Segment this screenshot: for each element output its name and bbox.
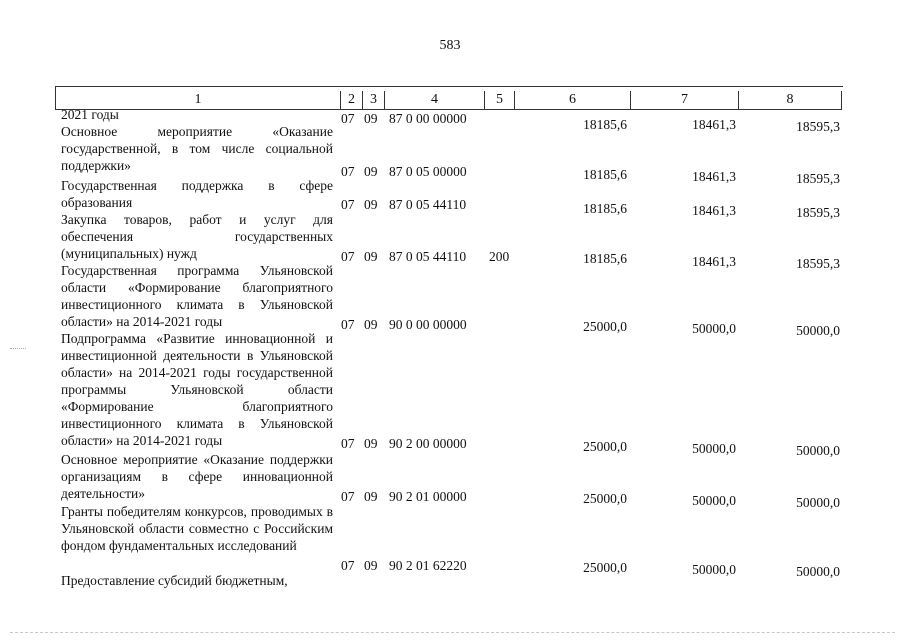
row-csr: 87 0 05 00000	[389, 164, 467, 179]
row-pr: 09	[364, 317, 378, 332]
row-pr: 09	[364, 436, 378, 451]
row-rz: 07	[341, 197, 355, 212]
row-name: Предоставление субсидий бюджетным,	[61, 573, 288, 588]
row-pr: 09	[364, 558, 378, 573]
row-value-6: 25000,0	[583, 439, 627, 454]
header-col-7: 7	[630, 91, 738, 109]
row-vr: 200	[489, 249, 510, 264]
row-name: Основное мероприятие «Оказание поддержки организациям в сфере инновационной деятельности»	[61, 452, 333, 501]
row-name: Гранты победителям конкурсов, проводимых в Ульяновской области совместно с Российским фондом фундаментальных исследований	[61, 504, 333, 553]
row-name: Закупка товаров, работ и услуг для обеспечения государственных (муниципальных) нужд	[61, 212, 333, 261]
row-csr: 87 0 00 00000	[389, 111, 467, 126]
row-csr: 90 0 00 00000	[389, 317, 467, 332]
page-number: 583	[439, 38, 461, 53]
scan-mark	[10, 348, 26, 349]
header-col-1: 1	[194, 92, 202, 107]
header-col-6: 6	[514, 91, 630, 109]
row-name: Государственная поддержка в сфере образования	[61, 178, 333, 210]
row-value-6: 25000,0	[583, 319, 627, 334]
row-rz: 07	[341, 436, 355, 451]
scan-edge	[10, 632, 895, 633]
row-value-7: 50000,0	[692, 321, 736, 336]
row-pr: 09	[364, 197, 378, 212]
row-csr: 90 2 01 62220	[389, 558, 467, 573]
row-value-8: 18595,3	[796, 171, 840, 186]
row-rz: 07	[341, 489, 355, 504]
row-csr: 90 2 00 00000	[389, 436, 467, 451]
row-value-8: 50000,0	[796, 564, 840, 579]
row-value-8: 18595,3	[796, 256, 840, 271]
row-value-8: 50000,0	[796, 323, 840, 338]
row-value-6: 25000,0	[583, 560, 627, 575]
row-csr: 87 0 05 44110	[389, 249, 467, 264]
row-value-6: 25000,0	[583, 491, 627, 506]
row-rz: 07	[341, 164, 355, 179]
row-value-6: 18185,6	[583, 201, 627, 216]
header-col-5: 5	[484, 91, 514, 109]
row-value-6: 18185,6	[583, 251, 627, 266]
row-value-7: 18461,3	[692, 169, 736, 184]
row-value-6: 18185,6	[583, 167, 627, 182]
row-pr: 09	[364, 164, 378, 179]
row-value-7: 18461,3	[692, 117, 736, 132]
row-value-8: 50000,0	[796, 443, 840, 458]
row-value-7: 50000,0	[692, 493, 736, 508]
row-name: 2021 годы	[61, 107, 119, 122]
row-name: Государственная программа Ульяновской области «Формирование благоприятного инвестиционного климата в Ульяновской области» на 2014-2021 годы	[61, 263, 333, 329]
header-col-8: 8	[738, 91, 842, 109]
row-csr: 87 0 05 44110	[389, 197, 467, 212]
row-pr: 09	[364, 489, 378, 504]
row-value-7: 18461,3	[692, 254, 736, 269]
row-rz: 07	[341, 249, 355, 264]
row-name: Подпрограмма «Развитие инновационной и инвестиционной деятельности в Ульяновской области» на 2014-2021 годы государственной программы Ульяновской области «Формирование благоприятного инвестиционного климата в Ульяновской области» на 2014-2021 годы	[61, 331, 333, 448]
row-rz: 07	[341, 558, 355, 573]
row-value-6: 18185,6	[583, 117, 627, 132]
row-value-7: 50000,0	[692, 441, 736, 456]
header-col-2: 2	[340, 91, 362, 109]
row-rz: 07	[341, 317, 355, 332]
row-value-8: 18595,3	[796, 205, 840, 220]
row-csr: 90 2 01 00000	[389, 489, 467, 504]
row-value-7: 18461,3	[692, 203, 736, 218]
row-rz: 07	[341, 111, 355, 126]
row-pr: 09	[364, 249, 378, 264]
row-name: Основное мероприятие «Оказание государственной, в том числе социальной поддержки»	[61, 124, 333, 173]
header-col-4: 4	[384, 91, 484, 109]
row-value-8: 18595,3	[796, 119, 840, 134]
row-value-8: 50000,0	[796, 495, 840, 510]
row-value-7: 50000,0	[692, 562, 736, 577]
row-pr: 09	[364, 111, 378, 126]
header-col-3: 3	[362, 91, 384, 109]
